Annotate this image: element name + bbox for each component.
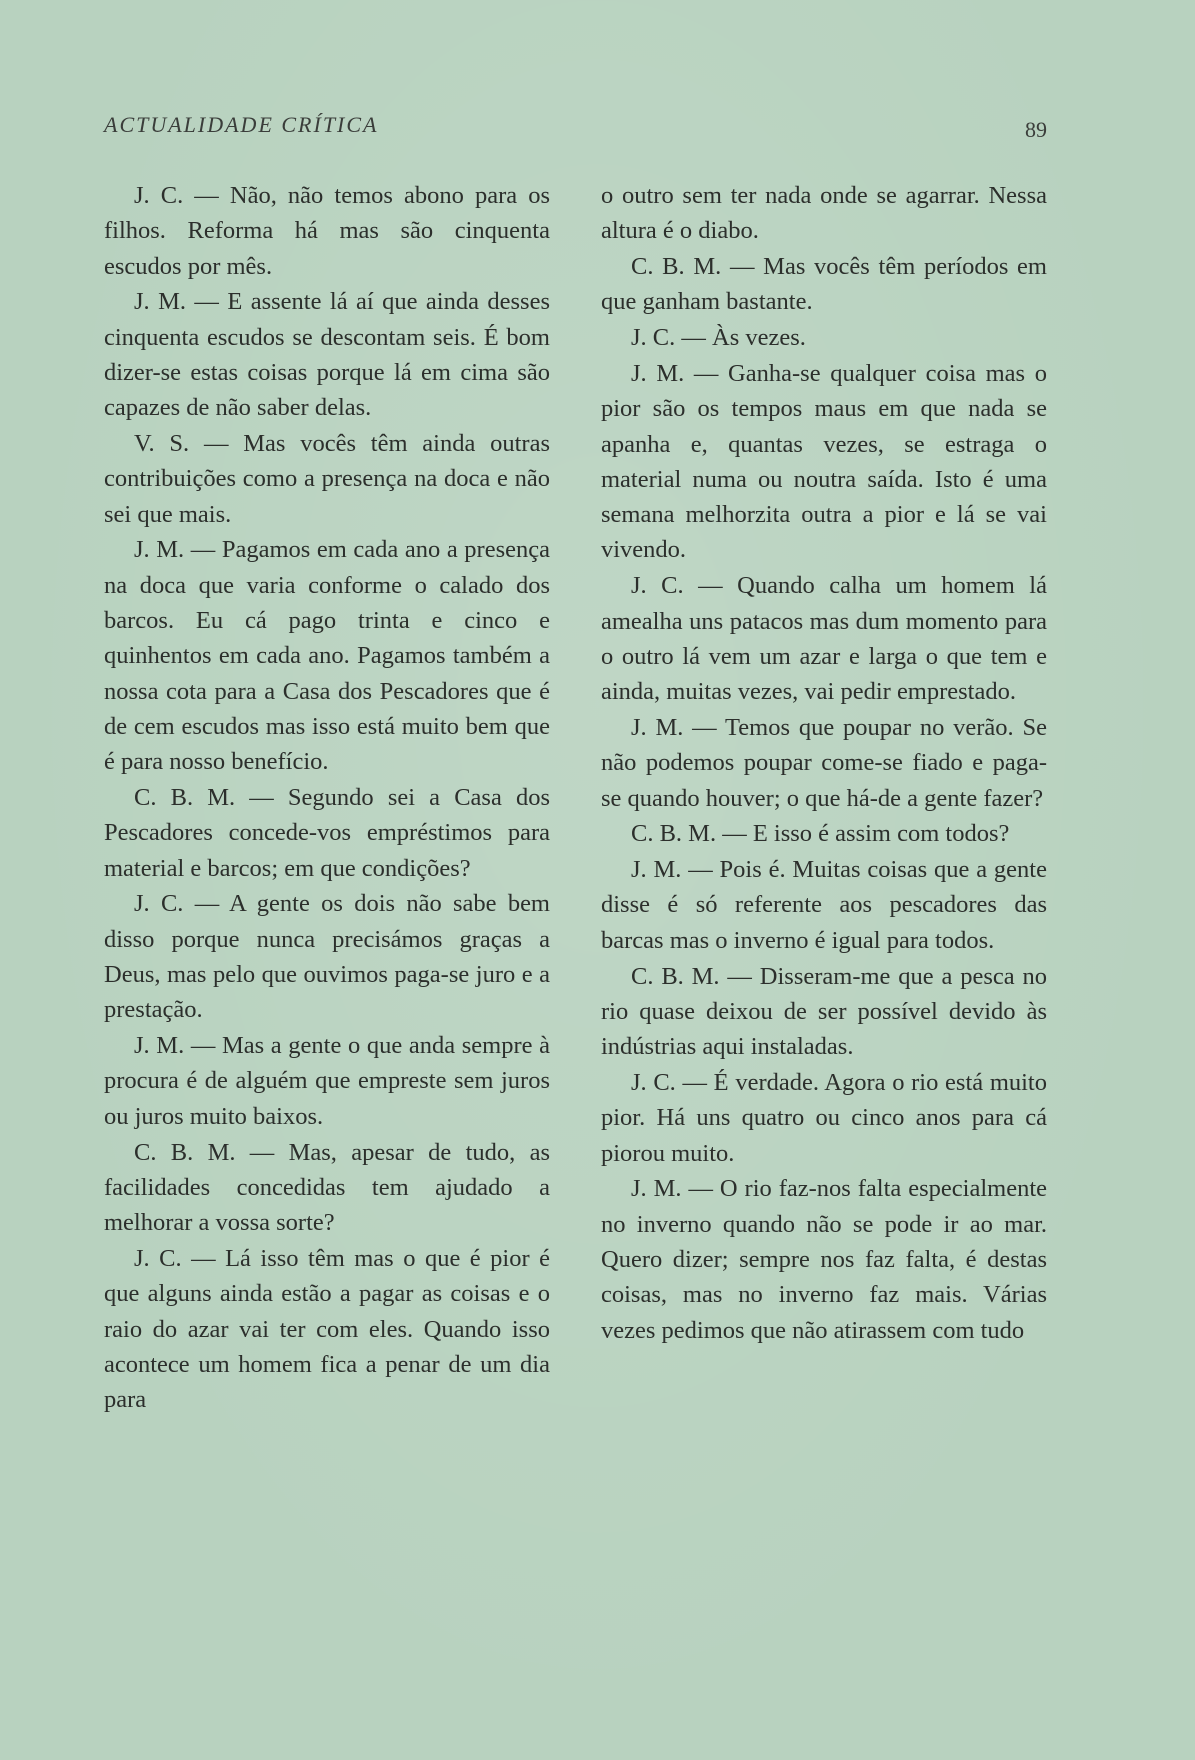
paragraph: J. M. — Pois é. Muitas coisas que a gente disse é só referente aos pescadores das barcas mas o inverno é igual para todos. xyxy=(601,856,1047,954)
paragraph: J. M. — Mas a gente o que anda sempre à procura é de alguém que empreste sem juros ou juros muito baixos. xyxy=(104,1032,550,1130)
paragraph: C. B. M. — Mas, apesar de tudo, as facilidades concedidas tem ajudado a melhorar a vossa sorte? xyxy=(104,1138,550,1237)
paragraph: C. B. M. — E isso é assim com todos? xyxy=(631,820,1010,848)
paragraph: J. C. — Às vezes. xyxy=(631,324,806,352)
paragraph: J. M. — Ganha-se qualquer coisa mas o pior são os tempos maus em que nada se apanha e, quantas vezes, se estraga o material numa ou noutra saída. Isto é uma semana melhorzita outra a pior e lá se vai vivendo. xyxy=(601,359,1047,564)
paragraph: J. M. — Pagamos em cada ano a presença na doca que varia conforme o calado dos barcos. Eu cá pago trinta e cinco e quinhentos em cada ano. Pagamos também a nossa cota para a Casa dos Pescadores que é de cem escudos mas isso está muito bem que é para nosso benefício. xyxy=(104,536,550,776)
right-column xyxy=(601,178,1047,1348)
paragraph: C. B. M. — Segundo sei a Casa dos Pescadores concede-vos empréstimos para material e barcos; em que condições? xyxy=(104,784,550,882)
paragraph: J. M. — O rio faz-nos falta especialmente no inverno quando não se pode ir ao mar. Quero dizer; sempre nos faz falta, é destas coisas, mas no inverno faz mais. Várias vezes pedimos que não atirassem com tudo xyxy=(601,1175,1047,1344)
left-column xyxy=(104,178,550,1418)
paragraph: J. C. — Quando calha um homem lá amealha uns patacos mas dum momento para o outro lá vem um azar e larga o que tem e ainda, muitas vezes, vai pedir emprestado. xyxy=(601,572,1047,706)
paragraph: C. B. M. — Disseram-me que a pesca no rio quase deixou de ser possível devido às indústrias aqui instaladas. xyxy=(601,962,1047,1061)
paragraph: J. C. — Lá isso têm mas o que é pior é que alguns ainda estão a pagar as coisas e o raio do azar vai ter com eles. Quando isso acontece um homem fica a penar de um dia para xyxy=(104,1244,550,1414)
paragraph: J. C. — Não, não temos abono para os filhos. Reforma há mas são cinquenta escudos por mês. xyxy=(104,182,550,280)
paragraph: J. C. — A gente os dois não sabe bem disso porque nunca precisámos graças a Deus, mas pelo que ouvimos paga-se juro e a prestação. xyxy=(104,890,550,1024)
running-head: ACTUALIDADE CRÍTICA xyxy=(104,112,379,137)
paragraph: J. M. — E assente lá aí que ainda desses cinquenta escudos se descontam seis. É bom dizer-se estas coisas porque lá em cima são capazes de não saber delas. xyxy=(104,288,550,422)
paragraph: J. C. — É verdade. Agora o rio está muito pior. Há uns quatro ou cinco anos para cá piorou muito. xyxy=(601,1068,1047,1167)
paragraph: o outro sem ter nada onde se agarrar. Nessa altura é o diabo. xyxy=(601,182,1047,245)
paragraph: V. S. — Mas vocês têm ainda outras contribuições como a presença na doca e não sei que mais. xyxy=(104,430,550,528)
paragraph: C. B. M. — Mas vocês têm períodos em que ganham bastante. xyxy=(601,253,1047,316)
paragraph: J. M. — Temos que poupar no verão. Se não podemos poupar come-se fiado e paga-se quando houver; o que há-de a gente fazer? xyxy=(601,713,1047,812)
page-number: 89 xyxy=(1025,117,1047,142)
